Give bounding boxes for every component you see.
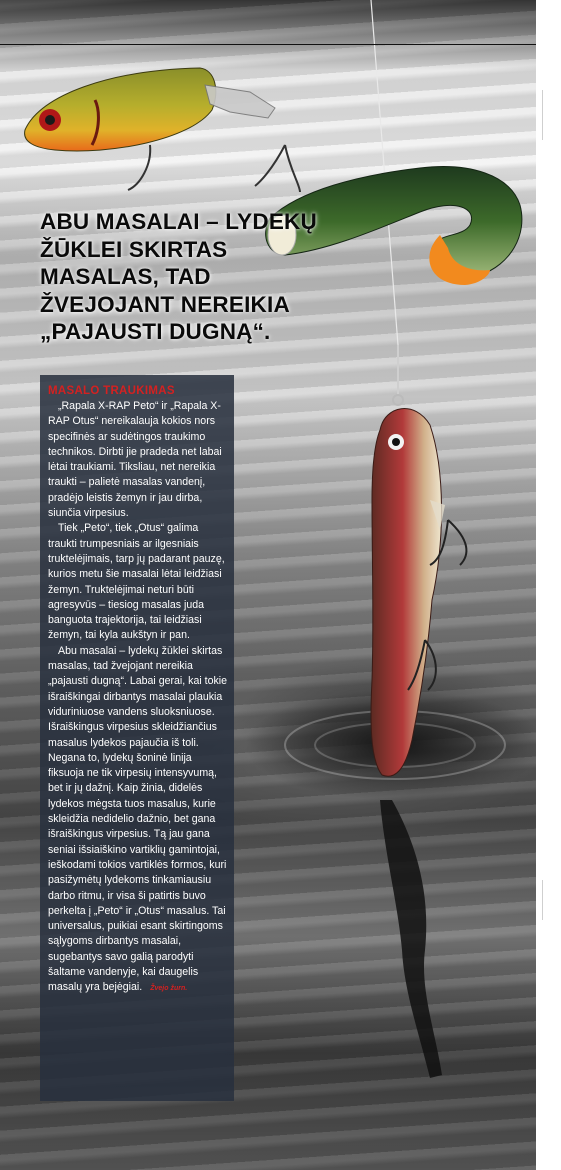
margin-mark <box>542 90 543 140</box>
sidebar-paragraph-text: Abu masalai – lydekų žūklei skirtas masalas, tad žvejojant nereikia „pajausti dugną“. Labai gerai, kai tokie išraiškingai dirbantys masalai plaukia viduriniuose vandens sluoksniuose. Išraiškingus virpesius skleidžiančius masalus lydekos pajaučia iš toli. Negana to, lydekų šoninė linija fiksuoja ne tik virpesių intensyvumą, bet ir jų dažnį. Kaip žinia, didelės lydekos mėgsta tuos masalus, kurie skleidžia nedidelio dažnio, bet gana išraiškingus virpesius. Tą jau gana seniai išsiaiškino vartiklių gamintojai, ieškodami tokios vartiklės formos, kuri pasižymėtų lydekoms tinkamiausiu darbo ritmu, ir visa ši patirtis buvo perkelta į „Peto“ ir „Otus“ masalus. Tai universalus, puikiai esant skirtingoms sąlygoms dirbantys masalai, sugebantys savo galią parodyti šaltame vandenyje, kai daugelis masalų yra bejėgiai. <box>48 644 228 994</box>
sidebar-title: MASALO TRAUKIMAS <box>48 385 175 397</box>
article-headline: ABU MASALAI – LYDEKŲ ŽŪKLEI SKIRTAS MASALAS, TAD ŽVEJOJANT NEREIKIA „PAJAUSTI DUGNĄ“. <box>40 209 317 344</box>
sidebar-paragraph <box>48 644 228 997</box>
sidebar-paragraph: „Rapala X-RAP Peto“ ir „Rapala X-RAP Otus“ nereikalauja kokios nors specifinės ar sudėtingos traukimo technikos. Dirbti jie pradeda net labai lėtai traukiami. Tiksliau, net nereikia traukti – palietė masalas vandenį, pradėjo leistis žemyn ir jau dirba, siunčia virpesius. <box>48 400 222 520</box>
margin-mark <box>542 880 543 920</box>
page-margin <box>536 0 561 1170</box>
author-signature: Žvejo žurn. <box>150 985 188 993</box>
sidebar-box <box>40 375 234 1101</box>
sidebar-paragraph: Tiek „Peto“, tiek „Otus“ galima traukti trumpesniais ar ilgesniais truktelėjimais, tarp jų padarant pauzę, kurios metu šie masalai lėtai leidžiasi žemyn. Truktelėjimai neturi būti agresyvūs – tiesiog masalas juda banguota trajektorija, tai leidžiasi žemyn, tai kyla aukštyn ir pan. <box>48 522 225 642</box>
top-rule <box>0 44 561 45</box>
crankbait-lure <box>25 68 300 192</box>
lure-reflection <box>380 800 442 1078</box>
sidebar-body <box>48 399 228 997</box>
